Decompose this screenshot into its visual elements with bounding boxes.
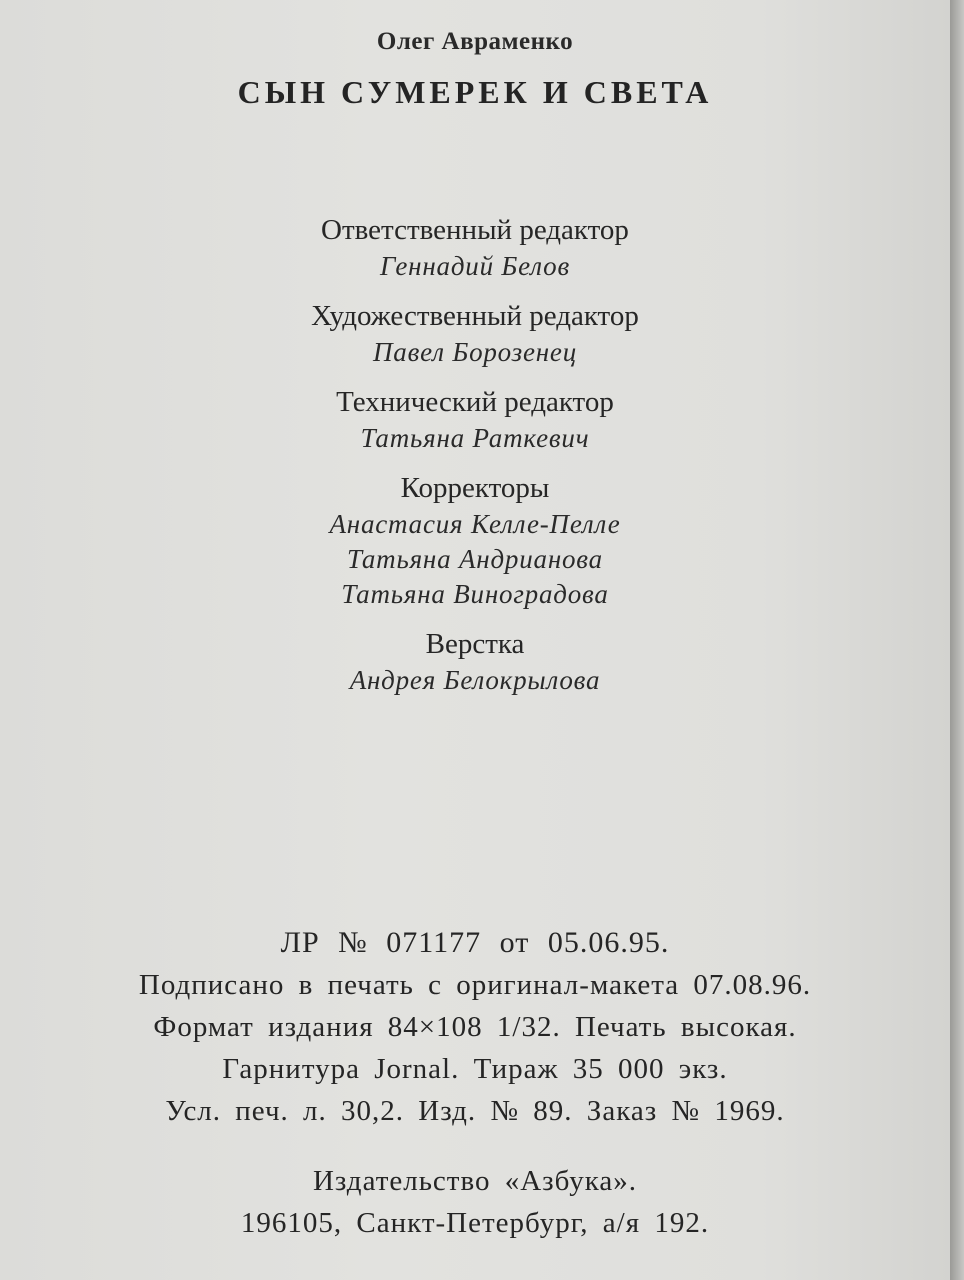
credit-role: Технический редактор xyxy=(336,386,614,418)
credit-block xyxy=(0,212,950,284)
format-line: Формат издания 84×108 1/32. Печать высокая. xyxy=(153,1011,797,1043)
publisher-address: 196105, Санкт-Петербург, а/я 192. xyxy=(240,1207,710,1239)
imprint-section xyxy=(0,922,950,1132)
credit-role: Художественный редактор xyxy=(311,300,639,332)
credit-block xyxy=(0,384,950,456)
page-edge xyxy=(950,0,964,1280)
credit-block xyxy=(0,470,950,612)
credit-block xyxy=(0,298,950,370)
signed-to-print-line: Подписано в печать с оригинал-макета 07.08.96. xyxy=(138,969,812,1001)
credit-name: Татьяна Виноградова xyxy=(341,579,609,609)
credit-name: Татьяна Андрианова xyxy=(347,544,603,574)
license-line: ЛР № 071177 от 05.06.95. xyxy=(280,926,670,959)
credit-name: Павел Борозенец xyxy=(372,337,578,367)
credit-name: Геннадий Белов xyxy=(380,251,570,281)
print-sheets-line: Усл. печ. л. 30,2. Изд. № 89. Заказ № 1969. xyxy=(165,1095,785,1127)
publisher-section xyxy=(0,1160,950,1244)
publisher-name: Издательство «Азбука». xyxy=(312,1165,638,1197)
credit-name: Татьяна Раткевич xyxy=(360,423,590,453)
book-title: СЫН СУМЕРЕК И СВЕТА xyxy=(237,74,713,110)
typeface-run-line: Гарнитура Jornal. Тираж 35 000 экз. xyxy=(222,1053,728,1085)
book-author: Олег Авраменко xyxy=(376,28,574,55)
credit-role: Верстка xyxy=(425,628,525,660)
credit-name: Анастасия Келле-Пелле xyxy=(329,509,621,539)
credit-name: Андрея Белокрылова xyxy=(349,665,601,695)
credit-role: Ответственный редактор xyxy=(321,214,629,246)
credit-role: Корректоры xyxy=(400,472,550,504)
credits-section xyxy=(0,212,950,712)
credit-block xyxy=(0,626,950,698)
